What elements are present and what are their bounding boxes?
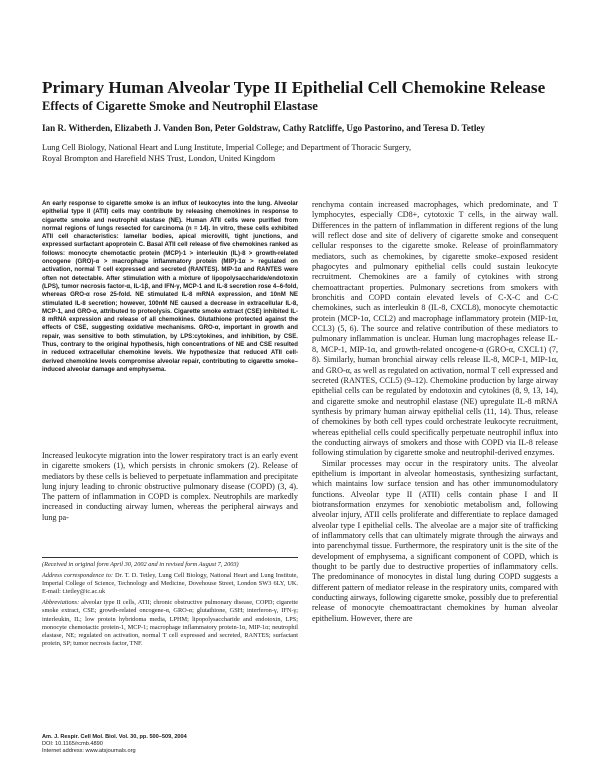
affiliation-line-2: Royal Brompton and Harefield NHS Trust, London, United Kingdom — [42, 154, 276, 163]
abbreviations-note — [42, 599, 298, 648]
body-paragraph: renchyma contain increased macrophages, which predominate, and T lymphocytes, especially CD8+, cytotoxic T cells, in the airway wall. Differences in the pattern of inflammation in different regions of the lung will reflect dose and site of delivery of cigarette smoke and consequent cellular responses to the cigarette smoke. Release of proinflammatory mediators, such as chemokines, by cigarette smoke–exposed resident phagocytes and pulmonary epithelial cells could sustain leukocyte recruitment. Chemokines are a family of cytokines with strong chemoattractant properties. Pulmonary secretions from smokers with bronchitis and COPD contain elevated levels of C-X-C and C-C chemokines, such as interleukin 8 (IL-8, CXCL8), monocyte chemotactic protein (MCP-1α, CCL2) and macrophage inflammatory protein (MIP-1α, CCL3) (5, 6). The source and relative contribution of these mediators to pulmonary inflammation is unclear. Human lung macrophages release IL-8, MCP-1, MIP-1α, and growth-related oncogene-α (GRO-α, CXCL1) (7, 8). Similarly, human bronchial airway cells release IL-8, MCP-1, MIP-1α, and GRO-α, as well as regulated on activation, normal T cell expressed and secreted (RANTES, CCL5) (9–12). Chemokine production by large airway epithelial cells can be regulated by endotoxin and cytokines (8, 9, 13, 14), and cigarette smoke and neutrophil elastase (NE) upregulate IL-8 mRNA synthesis by primary human airway epithelial cells (11, 14). Thus, release of chemokines by both cell types could orchestrate leukocyte recruitment, whereas epithelial cells could specifically perpetuate neutrophil influx into the conducting airways of smokers and those with COPD via IL-8 release following stimulation by cigarette smoke and neutrophil-derived enzymes. — [312, 200, 558, 458]
received-dates: (Received in original form April 30, 2002 and in revised form August 7, 2003) — [42, 561, 239, 568]
footnotes — [42, 561, 298, 651]
correspondence-note — [42, 572, 298, 596]
correspondence-text: Dr. T. D. Tetley, Lung Cell Biology, National Heart and Lung Institute, Imperial College of Science, Technology and Medicine, Dovehouse Street, London SW3 6LY, UK. E-mail: t.tetley@ic.ac.uk — [42, 572, 298, 596]
journal-info — [42, 734, 298, 756]
body-paragraph: Similar processes may occur in the respiratory units. The alveolar epithelium is important in alveolar homeostasis, synthesizing surfactant, which maintains low surface tension and has other immunomodulatory functions. Alveolar type II (ATII) cells contain phase I and II biotransformation enzymes for xenobiotic metabolism and, following alveolar injury, ATII cells proliferate and differentiate to replace damaged alveolar type I epithelial cells. The alveolae are a major site of trafficking of inflammatory cells that can ultimately migrate through the airways and into parenchymal tissue. Furthermore, the respiratory unit is the site of the development of emphysema, a significant component of COPD, which is thought to be partly due to destructive properties of inflammatory cells. The predominance of monocytes in distal lung during COPD suggests a different pattern of mediator release in the respiratory units, compared with conducting airways, following cigarette smoke, possibly due to preferential release of monocyte chemoattractant chemokines by human alveolar epithelium. However, there are — [312, 458, 558, 623]
abbreviations-text: alveolar type II cells, ATII; chronic obstructive pulmonary disease, COPD; cigarette smoke extract, CSE; growth-related oncogene-α, GRO-α; glutathione, GSH; interferon-γ, IFN-γ; interleukin, IL; low protein hybridoma media, LPHM; lipopolysaccharide and endotoxin, LPS; monocyte chemotactic protein-1, MCP-1; macrophage inflammatory protein-1α, MIP-1α; neutrophil elastase, NE; regulated on activation, normal T cell expressed and secreted, RANTES; surfactant protein, SP; tumor necrosis factor, TNF. — [42, 599, 298, 647]
article-subtitle: Effects of Cigarette Smoke and Neutrophil Elastase — [42, 99, 318, 113]
journal-citation: Am. J. Respir. Cell Mol. Biol. Vol. 30, pp. 500–509, 2004 — [42, 734, 187, 740]
correspondence-label: Address correspondence to: — [42, 572, 114, 580]
right-column — [312, 200, 558, 624]
affiliation-line-1: Lung Cell Biology, National Heart and Lung Institute, Imperial College; and Department of Thoracic Surgery, — [42, 143, 412, 152]
abbreviations-label: Abbreviations: — [42, 599, 80, 607]
journal-doi: DOI: 10.1165/rcmb.4890 — [42, 741, 103, 748]
author-list: Ian R. Witherden, Elizabeth J. Vanden Bon, Peter Goldstraw, Cathy Ratcliffe, Ugo Pastorino, and Teresa D. Tetley — [42, 123, 485, 133]
affiliation — [42, 142, 582, 164]
abstract: An early response to cigarette smoke is an influx of leukocytes into the lung. Alveolar epithelial type II (ATII) cells may contribute by releasing chemokines in response to cigarette smoke and neutrophil elastase (NE). Human ATII cells were purified from normal regions of lungs resected for carcinoma (n = 14). In vitro, these cells exhibited ATII cell characteristics: lamellar bodies, apical microvilli, tight junctions, and expressed surfactant apoprotein C. Basal ATII cell release of five chemokines ranked as follows: monocyte chemotactic protein (MCP)-1 > interleukin (IL)-8 > growth-related oncogene (GRO)-α > macrophage inflammatory protein (MIP)-1α > regulated on activation, normal T cell expressed and secreted (RANTES). MIP-1α and RANTES were often not detectable. After stimulation with a mixture of lipopolysaccharide/endotoxin (LPS), tumor necrosis factor-α, IL-1β, and IFN-γ, MCP-1 and IL-8 secretion rose 4–6-fold, whereas GRO-α rose 25-fold. NE stimulated IL-8 mRNA expression, and 10nM NE stimulated IL-8 secretion; however, 100nM NE caused a decrease in extracellular IL-8, MCP-1, and GRO-α, attributed to proteolysis. Cigarette smoke extract (CSE) inhibited IL-8 mRNA expression and release of all chemokines. Glutathione protected against the effects of CSE, suggesting oxidative mechanisms. GRO-α, important in growth and repair, was sensitive to both stimulation, by LPS:cytokines, and inhibition, by CSE. Thus, contrary to the original hypothesis, high concentrations of NE and CSE resulted in reduced extracellular chemokine levels. We hypothesize that reduced ATII cell-derived chemokine levels compromise alveolar repair, contributing to cigarette smoke–induced alveolar damage and emphysema. — [42, 200, 298, 373]
journal-website: Internet address: www.atsjournals.org — [42, 748, 136, 755]
intro-paragraph: Increased leukocyte migration into the lower respiratory tract is an early event in cigarette smokers (1), which persists in chronic smokers (2). Release of mediators by these cells is believed to perpetuate inflammation and precipitate lung injury leading to chronic obstructive pulmonary disease (COPD) (3, 4). The pattern of inflammation in COPD is complex. Neutrophils are markedly increased in conducting airway lumen, whereas the peripheral airways and lung pa- — [42, 451, 298, 522]
footnote-divider — [42, 557, 298, 558]
article-title: Primary Human Alveolar Type II Epithelial Cell Chemokine Release — [42, 78, 546, 97]
